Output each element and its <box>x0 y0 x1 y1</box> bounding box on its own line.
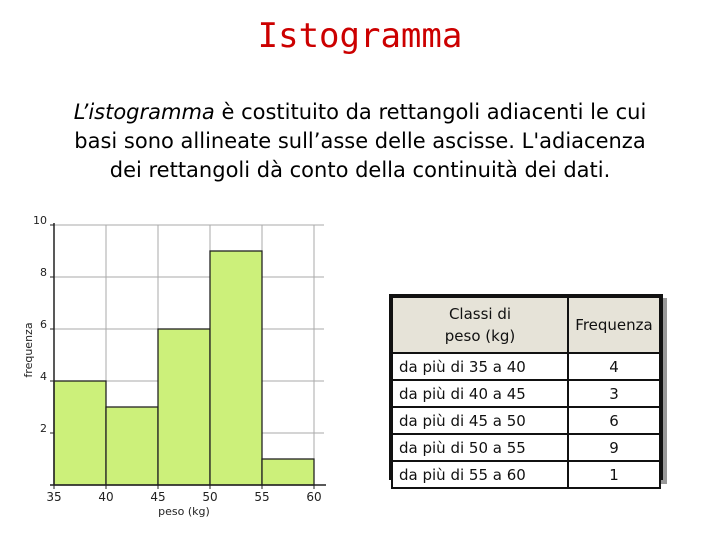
histogram-bar <box>106 407 158 485</box>
table-row <box>392 407 660 434</box>
frequency-table-container <box>389 294 663 484</box>
x-tick-label: 60 <box>306 490 322 504</box>
y-axis-label: frequenza <box>22 322 35 378</box>
histogram-bar <box>158 329 210 485</box>
y-tick-label: 2 <box>40 422 47 435</box>
description-italic-term: L’istogramma <box>73 100 215 124</box>
header-classes-line-1: Classi di <box>448 305 512 323</box>
x-tick-label: 50 <box>202 490 218 504</box>
header-frequency: Frequenza <box>568 297 660 353</box>
frequency-table <box>391 296 661 489</box>
row-frequency-value: 3 <box>568 380 660 407</box>
x-tick-label: 35 <box>46 490 62 504</box>
table-row <box>392 380 660 407</box>
histogram-bar <box>210 251 262 485</box>
histogram-chart <box>10 210 340 520</box>
row-frequency-value: 1 <box>568 461 660 488</box>
row-class-label: da più di 45 a 50 <box>392 407 568 434</box>
row-class-label: da più di 55 a 60 <box>392 461 568 488</box>
histogram-bar <box>262 459 314 485</box>
row-class-label: da più di 35 a 40 <box>392 353 568 380</box>
x-axis-label: peso (kg) <box>158 505 210 518</box>
y-tick-label: 6 <box>40 318 47 331</box>
table-row <box>392 461 660 488</box>
description-line-3: dei rettangoli dà conto della continuità dei dati. <box>109 158 611 182</box>
row-class-label: da più di 40 a 45 <box>392 380 568 407</box>
description-line-1-rest: è costituito da rettangoli adiacenti le cui <box>214 100 647 124</box>
histogram-bar <box>54 381 106 485</box>
description-line-1 <box>30 98 690 127</box>
x-tick-label: 55 <box>254 490 270 504</box>
table-row <box>392 434 660 461</box>
description-text <box>30 98 690 185</box>
x-tick-label: 45 <box>150 490 166 504</box>
row-frequency-value: 9 <box>568 434 660 461</box>
y-tick-label: 8 <box>40 266 47 279</box>
header-classes <box>392 297 568 353</box>
x-tick-label: 40 <box>98 490 114 504</box>
row-frequency-value: 4 <box>568 353 660 380</box>
row-class-label: da più di 50 a 55 <box>392 434 568 461</box>
header-classes-line-2: peso (kg) <box>444 327 516 345</box>
page-title: Istogramma <box>257 16 463 56</box>
row-frequency-value: 6 <box>568 407 660 434</box>
description-line-2: basi sono allineate sull’asse delle ascisse. L'adiacenza <box>74 129 646 153</box>
table-header-row <box>392 297 660 353</box>
table-row <box>392 353 660 380</box>
y-tick-label: 10 <box>33 214 47 227</box>
y-tick-label: 4 <box>40 370 47 383</box>
